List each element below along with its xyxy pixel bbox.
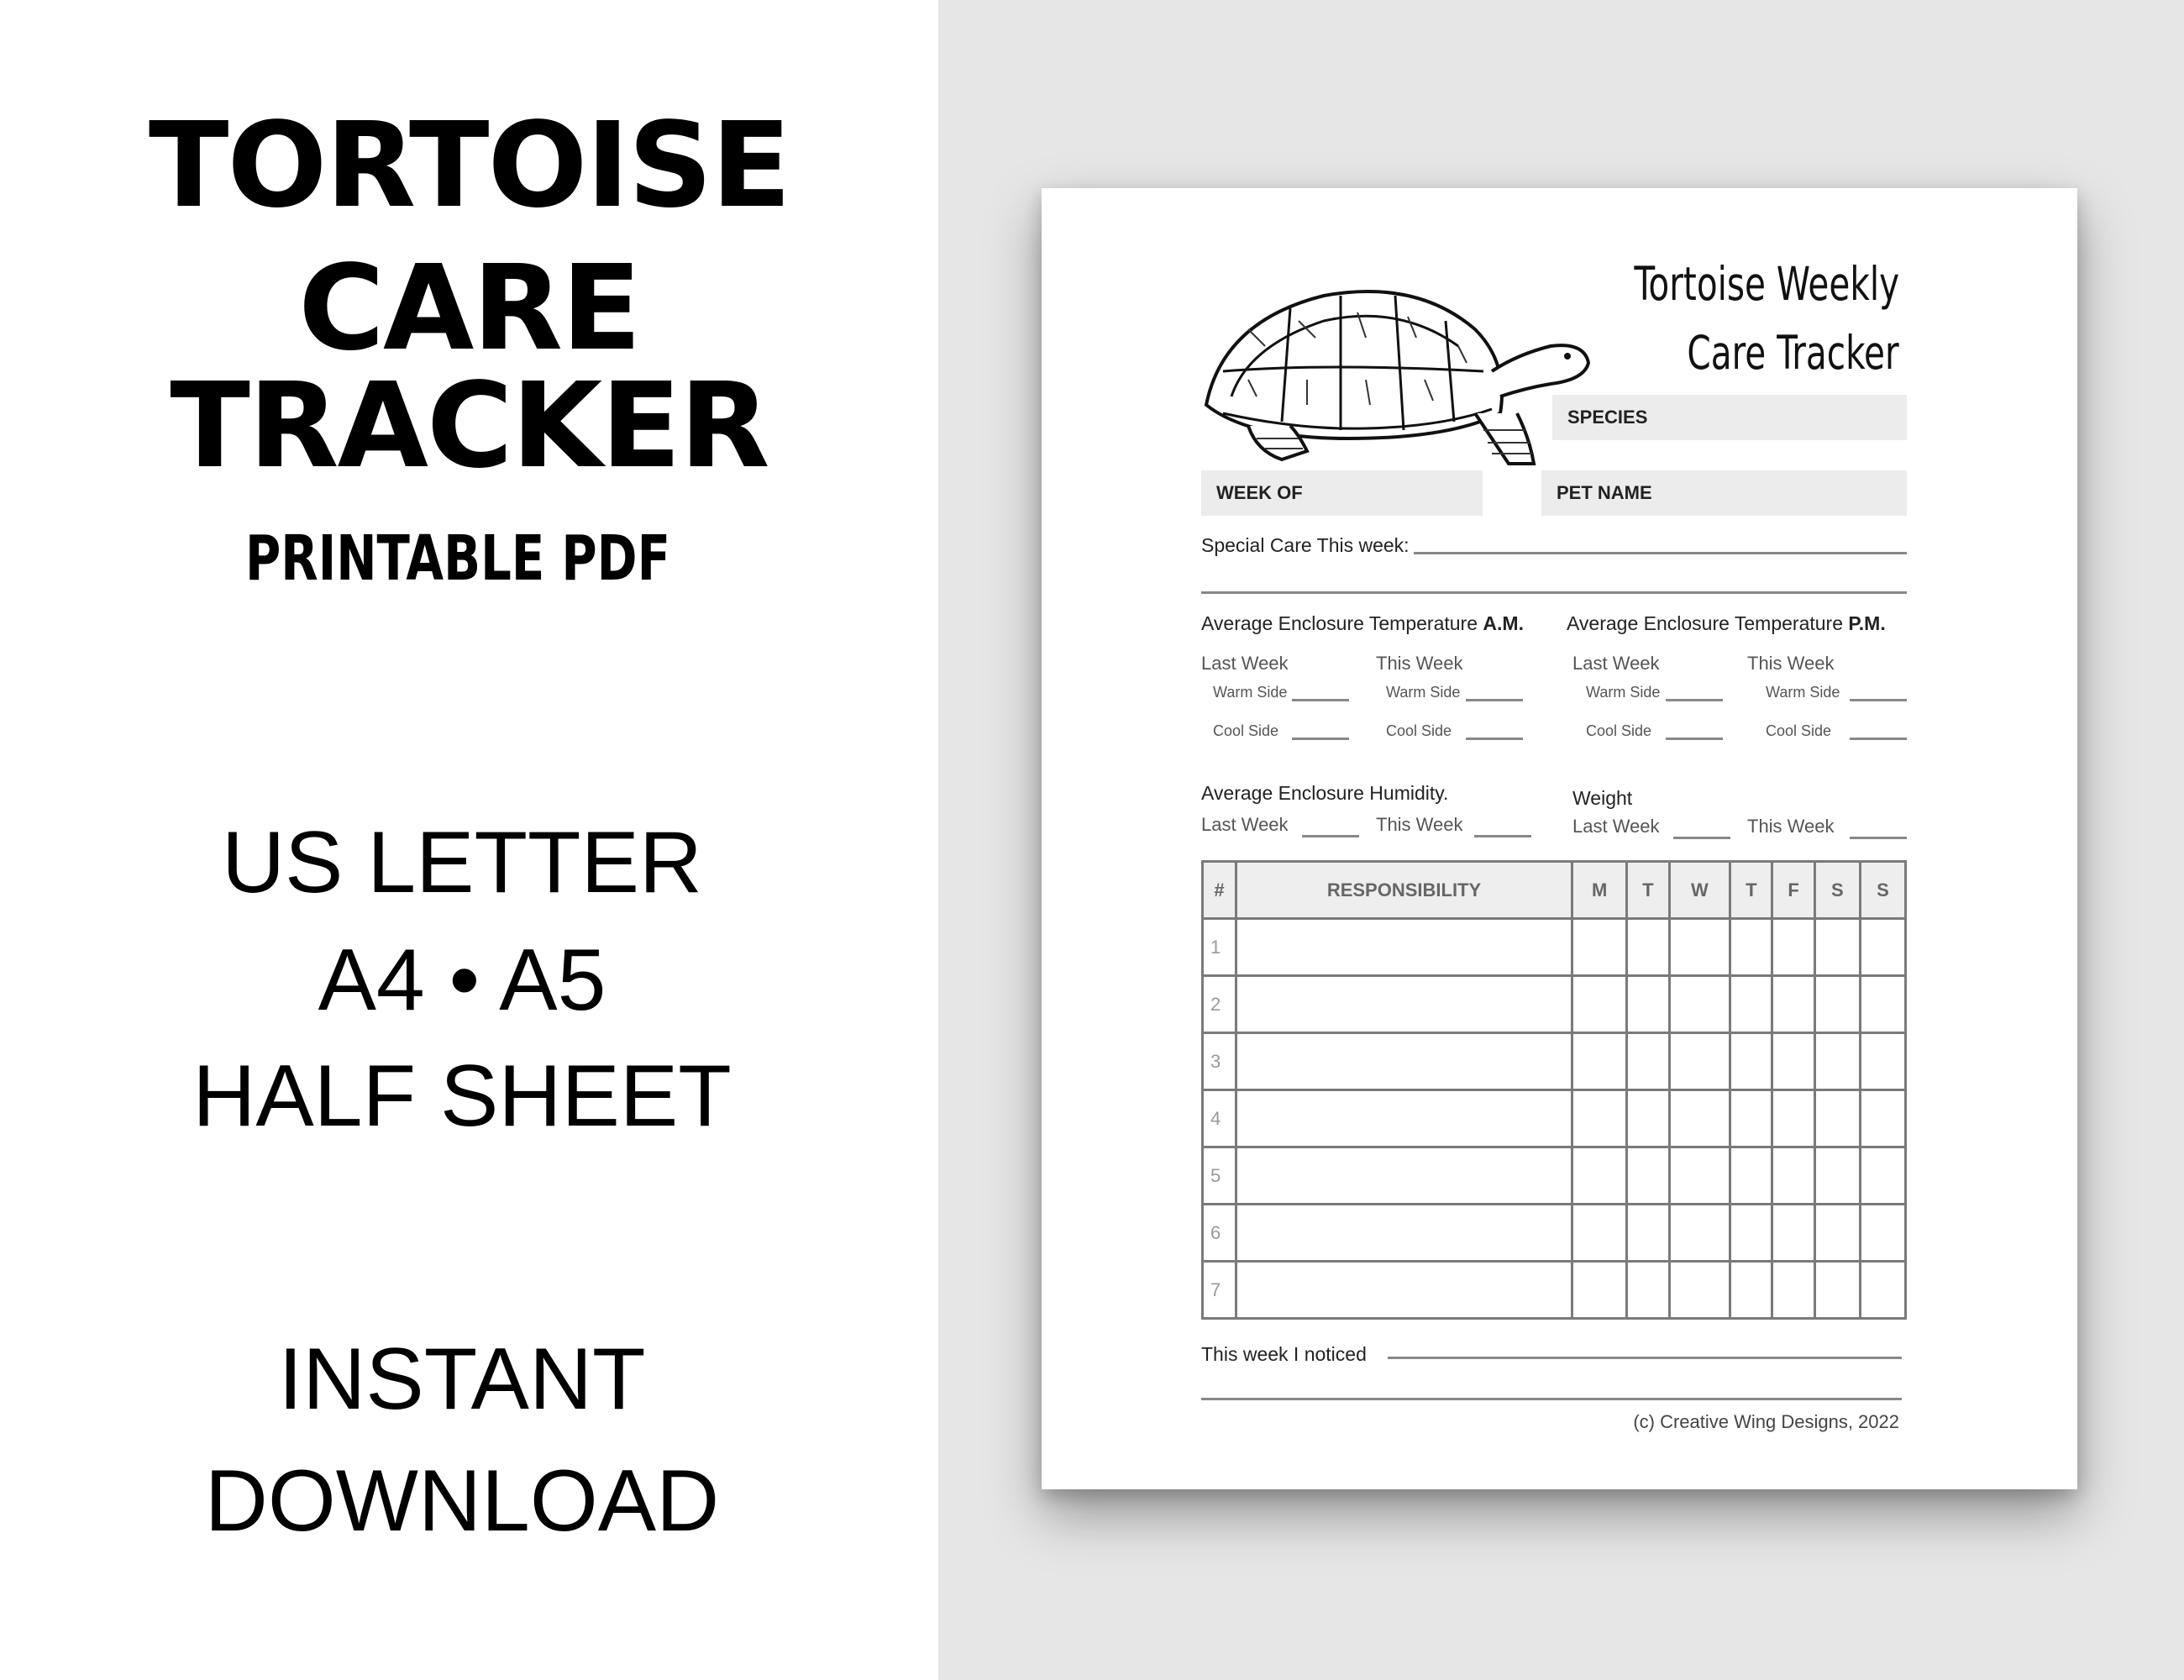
day-cell[interactable]	[1669, 1147, 1730, 1205]
responsibility-cell[interactable]	[1236, 976, 1572, 1033]
day-cell[interactable]	[1627, 1090, 1669, 1147]
col-header-responsibility: RESPONSIBILITY	[1236, 862, 1572, 919]
day-cell[interactable]	[1572, 919, 1627, 976]
day-cell[interactable]	[1669, 1262, 1730, 1319]
am-this-warm-label: Warm Side	[1386, 684, 1461, 701]
day-cell[interactable]	[1860, 1262, 1905, 1319]
table-row	[1203, 1147, 1906, 1205]
day-cell[interactable]	[1572, 1147, 1627, 1205]
noticed-line-1[interactable]	[1388, 1357, 1902, 1359]
table-row	[1203, 1262, 1906, 1319]
day-cell[interactable]	[1572, 1090, 1627, 1147]
day-cell[interactable]	[1772, 1205, 1814, 1262]
responsibility-cell[interactable]	[1236, 1147, 1572, 1205]
am-this-warm-line[interactable]	[1466, 699, 1523, 701]
day-cell[interactable]	[1814, 1090, 1860, 1147]
am-last-warm-label: Warm Side	[1213, 684, 1288, 701]
pm-this-warm-label: Warm Side	[1766, 684, 1840, 701]
am-this-cool-line[interactable]	[1466, 738, 1523, 740]
table-row	[1203, 1205, 1906, 1262]
day-cell[interactable]	[1669, 1205, 1730, 1262]
day-cell[interactable]	[1669, 1090, 1730, 1147]
row-number: 2	[1203, 976, 1236, 1033]
day-cell[interactable]	[1860, 919, 1905, 976]
sizes-line3: HALF SHEET	[192, 1047, 732, 1145]
am-last-week-label: Last Week	[1201, 653, 1289, 674]
am-last-cool-label: Cool Side	[1213, 722, 1279, 739]
sizes-line1: US LETTER	[221, 814, 703, 911]
responsibility-table	[1201, 860, 1907, 1320]
day-cell[interactable]	[1814, 1147, 1860, 1205]
humidity-heading: Average Enclosure Humidity.	[1201, 782, 1449, 804]
day-cell[interactable]	[1772, 1033, 1814, 1090]
humidity-last-week-line[interactable]	[1302, 835, 1359, 837]
pm-this-cool-label: Cool Side	[1766, 722, 1832, 739]
day-cell[interactable]	[1669, 976, 1730, 1033]
format-label: PRINTABLE PDF	[244, 522, 671, 595]
table-row	[1203, 976, 1906, 1033]
day-cell[interactable]	[1860, 1033, 1905, 1090]
day-cell[interactable]	[1730, 976, 1772, 1033]
row-number: 3	[1203, 1033, 1236, 1090]
pm-last-warm-label: Warm Side	[1586, 684, 1661, 701]
day-cell[interactable]	[1814, 919, 1860, 976]
table-header-row	[1203, 862, 1906, 919]
responsibility-cell[interactable]	[1236, 919, 1572, 976]
row-number: 1	[1203, 919, 1236, 976]
pet-name-label: PET NAME	[1557, 482, 1652, 503]
pm-this-cool-line[interactable]	[1850, 738, 1907, 740]
day-cell[interactable]	[1627, 919, 1669, 976]
download-line1: INSTANT	[278, 1331, 646, 1428]
special-care-line-2[interactable]	[1201, 591, 1907, 594]
day-cell[interactable]	[1669, 1033, 1730, 1090]
day-cell[interactable]	[1772, 1262, 1814, 1319]
day-cell[interactable]	[1814, 976, 1860, 1033]
col-header-fri: F	[1772, 862, 1814, 919]
temp-am-bold: A.M.	[1483, 612, 1524, 634]
row-number: 7	[1203, 1262, 1236, 1319]
pet-name-field[interactable]	[1541, 470, 1907, 516]
humidity-this-week-label: This Week	[1376, 814, 1463, 835]
day-cell[interactable]	[1730, 1205, 1772, 1262]
weight-last-week-label: Last Week	[1572, 816, 1660, 837]
am-this-cool-label: Cool Side	[1386, 722, 1452, 739]
col-header-thu: T	[1730, 862, 1772, 919]
temp-am-label: Average Enclosure Temperature	[1201, 612, 1483, 634]
am-last-cool-line[interactable]	[1292, 738, 1349, 740]
day-cell[interactable]	[1772, 976, 1814, 1033]
day-cell[interactable]	[1572, 1262, 1627, 1319]
row-number: 5	[1203, 1147, 1236, 1205]
humidity-last-week-label: Last Week	[1201, 814, 1289, 835]
responsibility-cell[interactable]	[1236, 1033, 1572, 1090]
temp-pm-label: Average Enclosure Temperature	[1567, 612, 1849, 634]
week-of-field[interactable]	[1201, 470, 1483, 516]
col-header-mon: M	[1572, 862, 1627, 919]
weight-heading: Weight	[1572, 787, 1633, 809]
special-care-line-1[interactable]	[1414, 552, 1907, 554]
week-of-label: WEEK OF	[1216, 482, 1303, 503]
pm-last-week-label: Last Week	[1572, 653, 1660, 674]
day-cell[interactable]	[1627, 976, 1669, 1033]
table-row	[1203, 1090, 1906, 1147]
day-cell[interactable]	[1814, 1033, 1860, 1090]
day-cell[interactable]	[1627, 1262, 1669, 1319]
tracker-sheet	[1042, 188, 2077, 1489]
promo-panel	[0, 0, 938, 1680]
species-label: SPECIES	[1567, 407, 1648, 428]
promo-title-line2: CARE TRACKER	[170, 240, 769, 495]
weight-last-week-line[interactable]	[1673, 837, 1730, 839]
day-cell[interactable]	[1627, 1205, 1669, 1262]
responsibility-cell[interactable]	[1236, 1090, 1572, 1147]
noticed-label: This week I noticed	[1201, 1343, 1367, 1365]
day-cell[interactable]	[1572, 1205, 1627, 1262]
sheet-title-line1: Tortoise Weekly	[1634, 257, 1899, 311]
pm-this-warm-line[interactable]	[1850, 699, 1907, 701]
temp-am-heading	[1201, 612, 1524, 635]
day-cell[interactable]	[1860, 1205, 1905, 1262]
day-cell[interactable]	[1730, 1033, 1772, 1090]
day-cell[interactable]	[1730, 919, 1772, 976]
sheet-title-line2: Care Tracker	[1687, 326, 1899, 380]
temp-pm-bold: P.M.	[1848, 612, 1886, 634]
table-row	[1203, 1033, 1906, 1090]
special-care-label: Special Care This week:	[1201, 534, 1410, 556]
sizes-line2: A4 • A5	[318, 932, 606, 1029]
day-cell[interactable]	[1772, 919, 1814, 976]
day-cell[interactable]	[1860, 1147, 1905, 1205]
col-header-sat: S	[1814, 862, 1860, 919]
pm-last-warm-line[interactable]	[1666, 699, 1723, 701]
noticed-line-2[interactable]	[1201, 1398, 1902, 1400]
day-cell[interactable]	[1860, 1090, 1905, 1147]
day-cell[interactable]	[1730, 1090, 1772, 1147]
download-line2: DOWNLOAD	[204, 1452, 720, 1550]
temp-pm-heading	[1567, 612, 1886, 635]
pm-this-week-label: This Week	[1747, 653, 1835, 674]
row-number: 4	[1203, 1090, 1236, 1147]
col-header-tue: T	[1627, 862, 1669, 919]
day-cell[interactable]	[1669, 919, 1730, 976]
pm-last-cool-label: Cool Side	[1586, 722, 1652, 739]
responsibility-cell[interactable]	[1236, 1205, 1572, 1262]
day-cell[interactable]	[1572, 976, 1627, 1033]
day-cell[interactable]	[1627, 1033, 1669, 1090]
humidity-this-week-line[interactable]	[1474, 835, 1531, 837]
day-cell[interactable]	[1627, 1147, 1669, 1205]
pm-last-cool-line[interactable]	[1666, 738, 1723, 740]
day-cell[interactable]	[1772, 1090, 1814, 1147]
tortoise-illustration-icon	[1198, 270, 1593, 472]
col-header-sun: S	[1860, 862, 1905, 919]
day-cell[interactable]	[1772, 1147, 1814, 1205]
copyright-text: (c) Creative Wing Designs, 2022	[1633, 1411, 1899, 1432]
species-field[interactable]	[1552, 395, 1907, 440]
day-cell[interactable]	[1730, 1262, 1772, 1319]
day-cell[interactable]	[1730, 1147, 1772, 1205]
row-number: 6	[1203, 1205, 1236, 1262]
day-cell[interactable]	[1814, 1205, 1860, 1262]
col-header-number: #	[1203, 862, 1236, 919]
responsibility-cell[interactable]	[1236, 1262, 1572, 1319]
day-cell[interactable]	[1572, 1033, 1627, 1090]
am-last-warm-line[interactable]	[1292, 699, 1349, 701]
table-row	[1203, 919, 1906, 976]
am-this-week-label: This Week	[1376, 653, 1463, 674]
day-cell[interactable]	[1860, 976, 1905, 1033]
day-cell[interactable]	[1814, 1262, 1860, 1319]
promo-title-line1: TORTOISE	[148, 97, 790, 234]
col-header-wed: W	[1669, 862, 1730, 919]
weight-this-week-line[interactable]	[1850, 837, 1907, 839]
weight-this-week-label: This Week	[1747, 816, 1835, 837]
